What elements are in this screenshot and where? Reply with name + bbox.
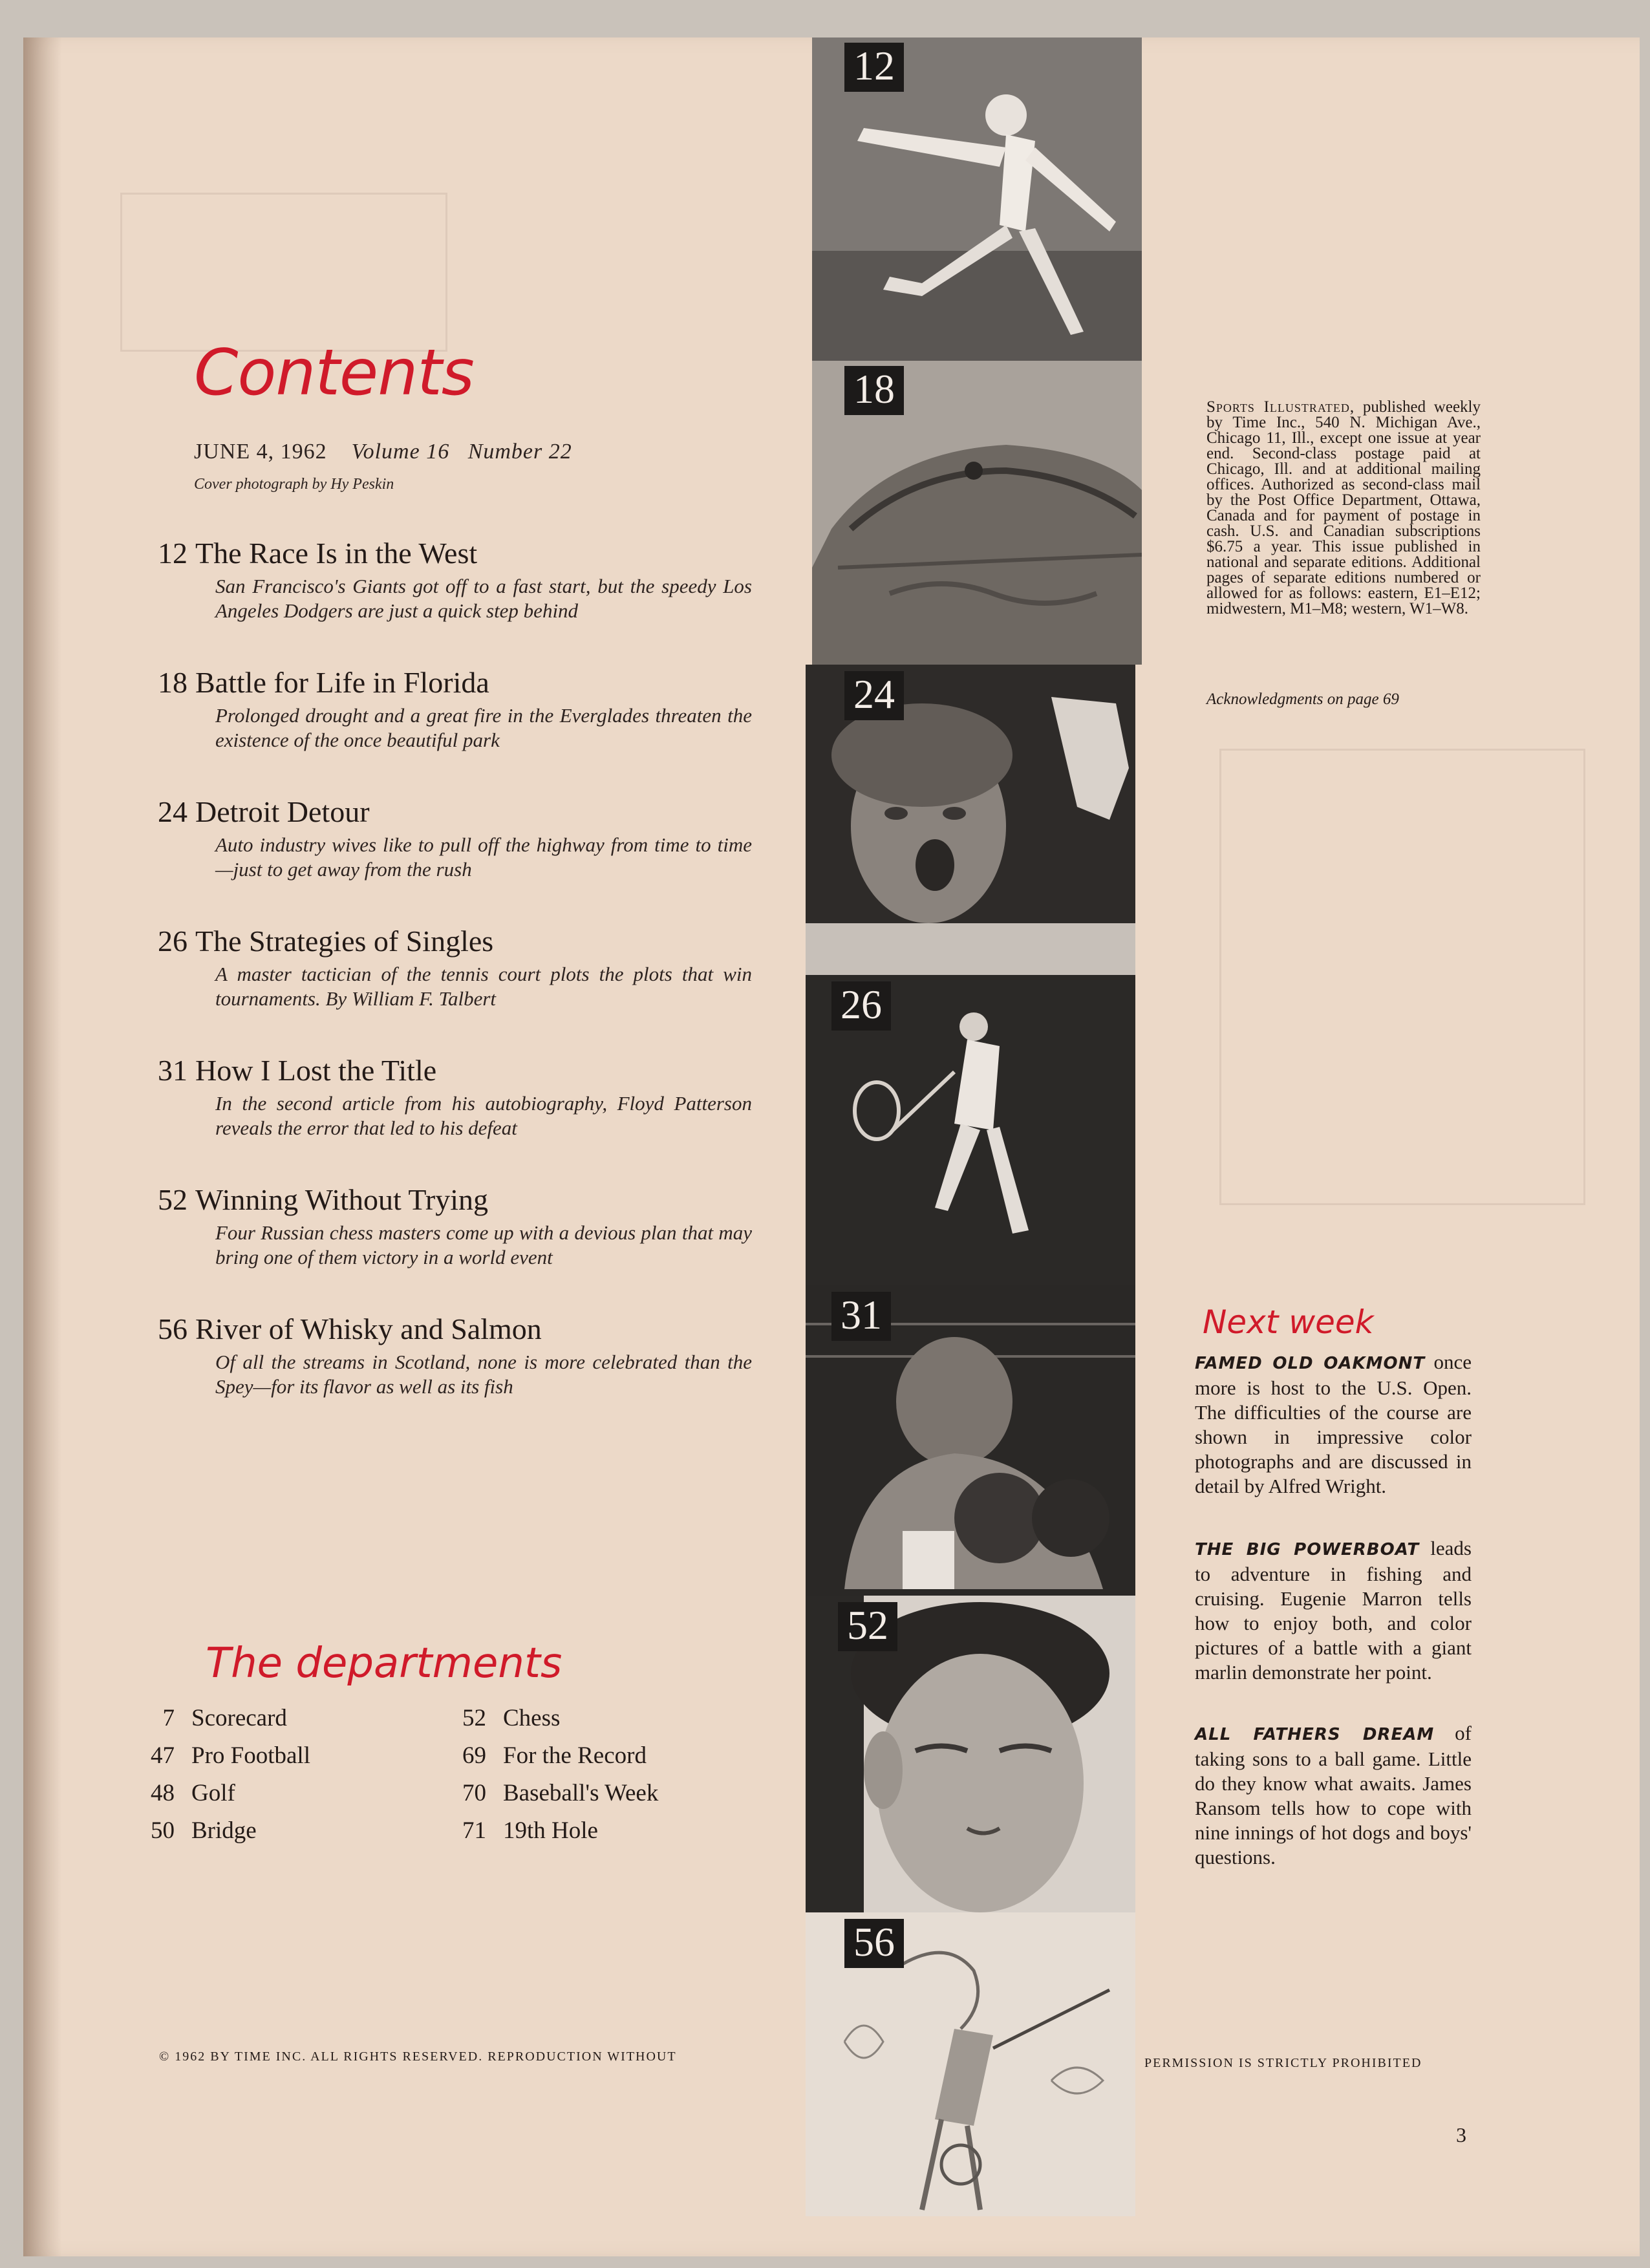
article-title: Winning Without Trying <box>195 1183 488 1216</box>
article-entry[interactable] <box>140 923 754 1011</box>
article-page: 26 <box>158 925 188 957</box>
next-week-item <box>1195 1536 1472 1685</box>
department-name: Chess <box>503 1705 561 1731</box>
department-item[interactable] <box>120 1742 310 1779</box>
article-page: 31 <box>158 1054 188 1087</box>
acknowledgments[interactable]: Acknowledgments on page 69 <box>1206 690 1399 708</box>
issue-number: Number 22 <box>467 440 572 464</box>
department-page: 48 <box>151 1780 175 1806</box>
departments-right-column <box>424 1704 658 1854</box>
article-entry[interactable] <box>140 535 754 623</box>
department-name: Golf <box>191 1780 235 1806</box>
article-description: Four Russian chess masters come up with a devious plan that may bring one of them victory in a world event <box>215 1221 752 1268</box>
photo-31[interactable] <box>806 1285 1135 1596</box>
next-week-item <box>1195 1350 1472 1499</box>
copyright-right: PERMISSION IS STRICTLY PROHIBITED <box>1144 2056 1422 2070</box>
department-item[interactable] <box>120 1779 310 1817</box>
publication-lead: Sports Illustrated, <box>1206 398 1355 416</box>
article-heading <box>140 794 754 830</box>
photo-52[interactable] <box>806 1596 1135 1912</box>
article-page: 52 <box>158 1183 188 1216</box>
article-title: Battle for Life in Florida <box>195 666 489 699</box>
publication-text: published weekly by Time Inc., 540 N. Michigan Ave., Chicago 11, Ill., except one issue at year end. Second-class postage paid at Chicago, Ill. and at additional mailing offices. Authorized as second-class mail by the Post Office Department, Ottawa, Canada and for payment of postage in cash. U.S. and Canadian subscriptions $6.75 a year. This issue published in national and separate editions. Additional pages of separate editions numbered or allowed for as follows: eastern, E1–E12; midwestern, M1–M8; western, W1–W8. <box>1206 398 1481 617</box>
article-heading <box>140 535 754 572</box>
article-page: 18 <box>158 666 188 699</box>
photo-number: 56 <box>844 1919 904 1968</box>
department-page: 50 <box>151 1817 175 1844</box>
department-item[interactable] <box>424 1704 658 1742</box>
next-week-lead: FAMED OLD OAKMONT <box>1195 1354 1426 1373</box>
article-entry[interactable] <box>140 665 754 753</box>
photo-number: 31 <box>831 1292 891 1341</box>
department-page: 7 <box>162 1705 175 1731</box>
article-entry[interactable] <box>140 794 754 882</box>
department-name: For the Record <box>503 1742 647 1769</box>
department-item[interactable] <box>424 1817 658 1854</box>
publication-info <box>1206 400 1481 617</box>
copyright-left: © 1962 BY TIME INC. ALL RIGHTS RESERVED. REPRODUCTION WITHOUT <box>159 2049 677 2064</box>
issue-date: JUNE 4, 1962 <box>194 440 327 464</box>
departments-left-column <box>120 1704 310 1854</box>
show-through-ghost <box>1219 749 1585 1205</box>
magazine-page <box>23 37 1640 2256</box>
article-page: 24 <box>158 795 188 828</box>
article-title: How I Lost the Title <box>195 1054 437 1087</box>
show-through-ghost <box>120 193 447 352</box>
article-title: River of Whisky and Salmon <box>195 1312 542 1345</box>
spine-shadow <box>23 37 62 2256</box>
department-name: 19th Hole <box>503 1817 598 1844</box>
article-title: Detroit Detour <box>195 795 370 828</box>
article-heading <box>140 665 754 701</box>
department-page: 47 <box>151 1742 175 1769</box>
article-page: 56 <box>158 1312 188 1345</box>
photo-18[interactable] <box>812 361 1142 665</box>
next-week-lead: THE BIG POWERBOAT <box>1195 1540 1420 1559</box>
article-entry[interactable] <box>140 1053 754 1140</box>
article-entry[interactable] <box>140 1311 754 1399</box>
article-description: Auto industry wives like to pull off the highway from time to time—just to get away from the rush <box>215 833 752 881</box>
issue-line <box>194 440 572 464</box>
article-page: 12 <box>158 537 188 570</box>
photo-56[interactable] <box>806 1912 1135 2216</box>
contents-title: Contents <box>194 336 474 410</box>
article-heading <box>140 1053 754 1089</box>
next-week-title: Next week <box>1203 1303 1374 1341</box>
article-description: San Francisco's Giants got off to a fast start, but the speedy Los Angeles Dodgers are just a quick step behind <box>215 575 752 622</box>
photo-12[interactable] <box>812 37 1142 361</box>
article-description: In the second article from his autobiography, Floyd Patterson reveals the error that led to his defeat <box>215 1092 752 1139</box>
next-week-lead: ALL FATHERS DREAM <box>1195 1725 1435 1744</box>
article-heading <box>140 1182 754 1218</box>
photo-number: 26 <box>831 981 891 1031</box>
department-item[interactable] <box>120 1704 310 1742</box>
photo-number: 18 <box>844 366 904 415</box>
article-heading <box>140 1311 754 1347</box>
article-heading <box>140 923 754 959</box>
next-week-text: once more is host to the U.S. Open. The difficulties of the course are shown in impressive color photographs and are discussed in detail by Alfred Wright. <box>1195 1351 1472 1497</box>
department-name: Scorecard <box>191 1705 287 1731</box>
department-name: Pro Football <box>191 1742 310 1769</box>
article-entry[interactable] <box>140 1182 754 1270</box>
next-week-item <box>1195 1721 1472 1870</box>
next-week-text: of taking sons to a ball game. Little do they know what awaits. James Ransom tells how to cope with nine innings of hot dogs and boys' questions. <box>1195 1722 1472 1868</box>
issue-volume: Volume 16 <box>351 440 450 464</box>
page-number: 3 <box>1456 2123 1466 2146</box>
departments-title: The departments <box>206 1640 562 1687</box>
article-title: The Strategies of Singles <box>195 925 494 957</box>
photo-number: 12 <box>844 43 904 92</box>
photo-26[interactable] <box>806 975 1135 1285</box>
department-item[interactable] <box>424 1742 658 1779</box>
department-page: 52 <box>462 1705 486 1731</box>
photo-number: 52 <box>838 1602 897 1651</box>
photo-24[interactable] <box>806 665 1135 975</box>
article-description: Prolonged drought and a great fire in the Everglades threaten the existence of the once beautiful park <box>215 704 752 751</box>
article-title: The Race Is in the West <box>195 537 478 570</box>
next-week-text: leads to adventure in fishing and cruising. Eugenie Marron tells how to enjoy both, and color pictures of a battle with a giant marlin demonstrate her point. <box>1195 1537 1472 1684</box>
article-description: A master tactician of the tennis court plots the plots that win tournaments. By William F. Talbert <box>215 963 752 1010</box>
department-name: Bridge <box>191 1817 257 1844</box>
department-name: Baseball's Week <box>503 1780 659 1806</box>
photo-number: 24 <box>844 671 904 720</box>
department-item[interactable] <box>120 1817 310 1854</box>
department-page: 70 <box>462 1780 486 1806</box>
department-page: 71 <box>462 1817 486 1844</box>
department-page: 69 <box>462 1742 486 1769</box>
article-description: Of all the streams in Scotland, none is more celebrated than the Spey—for its flavor as well as its fish <box>215 1351 752 1398</box>
photo-strip <box>806 37 1142 2256</box>
cover-credit: Cover photograph by Hy Peskin <box>194 476 394 493</box>
department-item[interactable] <box>424 1779 658 1817</box>
